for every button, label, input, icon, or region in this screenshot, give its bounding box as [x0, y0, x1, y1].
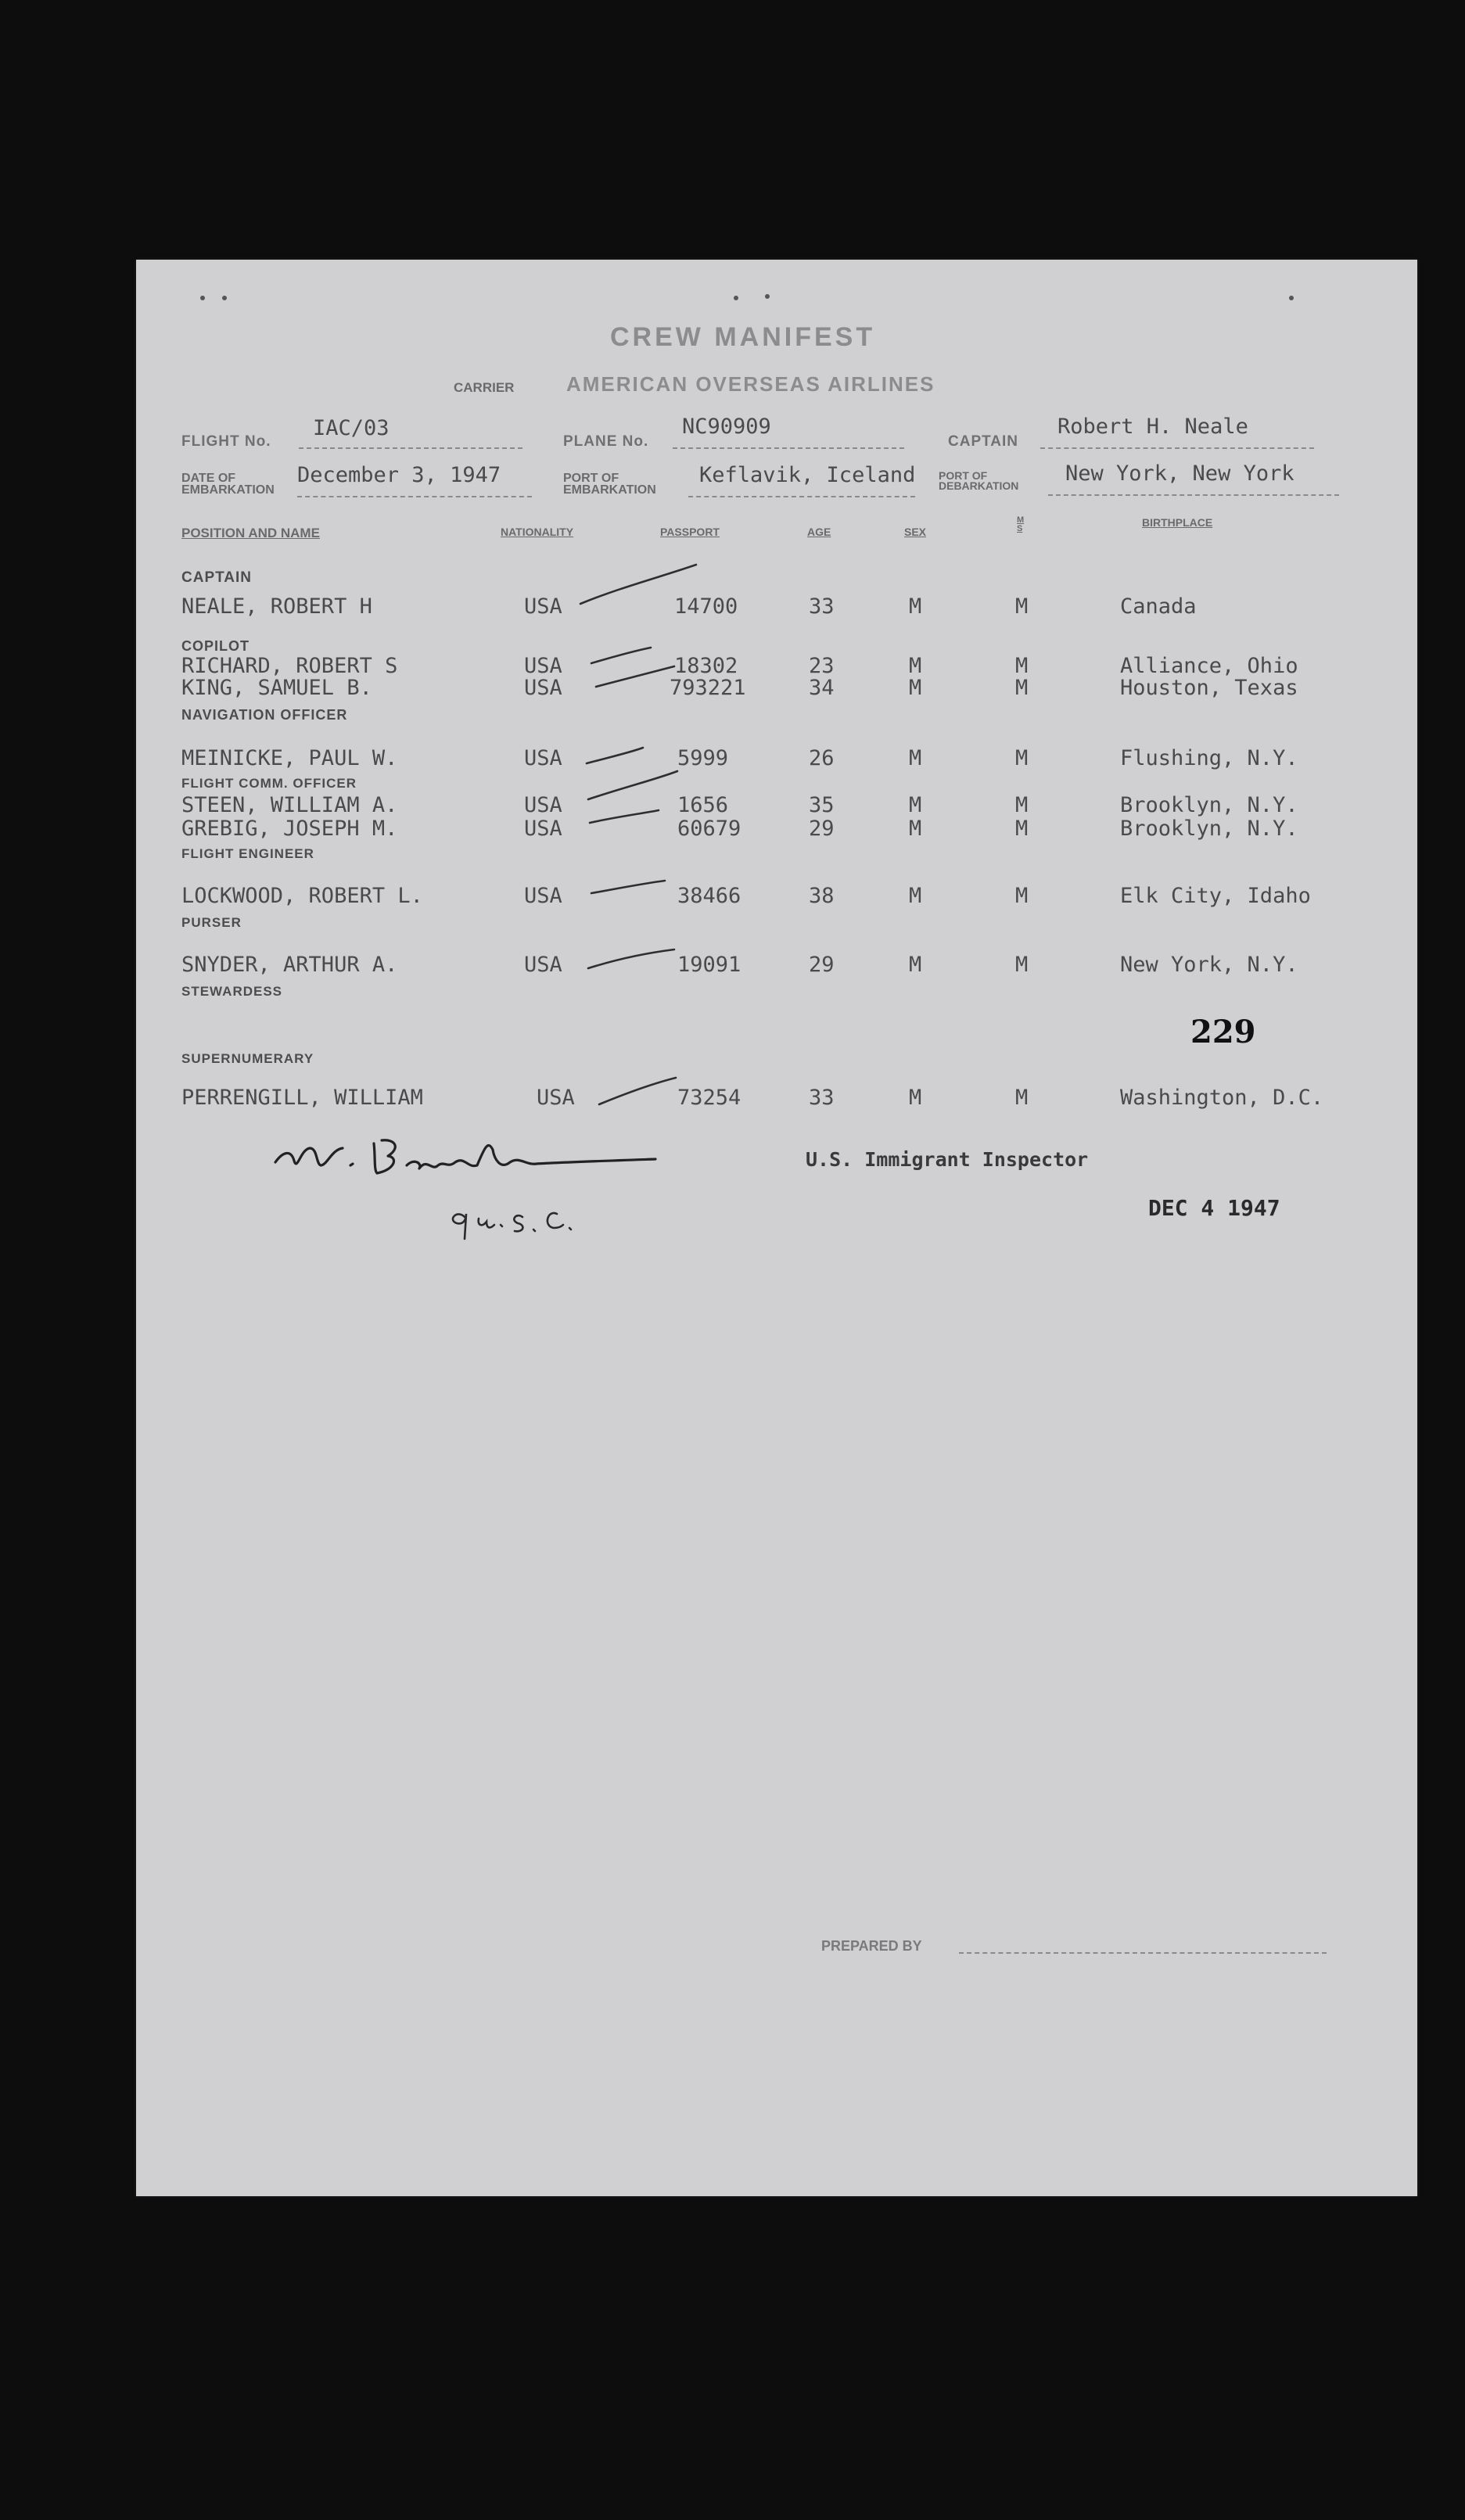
crew-name: STEEN, WILLIAM A. [181, 793, 398, 817]
crew-marital: M [1015, 884, 1029, 908]
crew-name: RICHARD, ROBERT S [181, 654, 398, 678]
crew-nationality: USA [524, 953, 562, 977]
crew-passport: 19091 [677, 953, 741, 977]
crew-passport: 5999 [677, 746, 729, 770]
crew-birthplace: Flushing, N.Y. [1120, 746, 1298, 770]
debark-port-line [1048, 461, 1339, 496]
embark-date-value: December 3, 1947 [297, 463, 501, 487]
crew-marital: M [1015, 1086, 1029, 1110]
plane-line [673, 415, 904, 449]
section-purser: PURSER [181, 915, 242, 930]
crew-age: 29 [809, 953, 835, 977]
speck [222, 296, 227, 300]
crew-name: MEINICKE, PAUL W. [181, 746, 398, 770]
crew-marital: M [1015, 793, 1029, 817]
crew-sex: M [909, 817, 922, 841]
crew-marital: M [1015, 594, 1029, 619]
crew-passport: 1656 [677, 793, 729, 817]
crew-nationality: USA [537, 1086, 575, 1110]
crew-name: KING, SAMUEL B. [181, 676, 372, 700]
section-comm: FLIGHT COMM. OFFICER [181, 776, 357, 791]
col-position-name: POSITION AND NAME [181, 526, 320, 540]
crew-name: GREBIG, JOSEPH M. [181, 817, 398, 841]
crew-passport: 38466 [677, 884, 741, 908]
page-number: 229 [1190, 1014, 1256, 1050]
crew-passport: 73254 [677, 1086, 741, 1110]
speck [1289, 296, 1294, 300]
prepared-by-label: PREPARED BY [821, 1938, 922, 1954]
manifest-page [136, 260, 1417, 2196]
crew-nationality: USA [524, 817, 562, 841]
debark-port-value: New York, New York [1065, 461, 1294, 486]
crew-marital: M [1015, 953, 1029, 977]
captain-label: CAPTAIN [948, 433, 1019, 450]
carrier-label: CARRIER [454, 380, 515, 395]
crew-age: 29 [809, 817, 835, 841]
col-marital: M S [1017, 515, 1025, 533]
flight-label: FLIGHT No. [181, 433, 271, 450]
crew-marital: M [1015, 746, 1029, 770]
date-stamp: DEC 4 1947 [1148, 1195, 1280, 1221]
crew-age: 33 [809, 1086, 835, 1110]
crew-marital: M [1015, 676, 1029, 700]
speck [734, 296, 738, 300]
crew-sex: M [909, 654, 922, 678]
crew-birthplace: New York, N.Y. [1120, 953, 1298, 977]
crew-sex: M [909, 953, 922, 977]
crew-age: 23 [809, 654, 835, 678]
crew-birthplace: Elk City, Idaho [1120, 884, 1311, 908]
crew-nationality: USA [524, 594, 562, 619]
speck [765, 294, 770, 299]
flight-line [299, 416, 522, 449]
crew-passport: 793221 [670, 676, 746, 700]
col-passport: PASSPORT [660, 526, 720, 538]
crew-age: 34 [809, 676, 835, 700]
crew-sex: M [909, 676, 922, 700]
crew-name: PERRENGILL, WILLIAM [181, 1086, 423, 1110]
crew-marital: M [1015, 817, 1029, 841]
crew-nationality: USA [524, 793, 562, 817]
crew-sex: M [909, 746, 922, 770]
crew-birthplace: Brooklyn, N.Y. [1120, 793, 1298, 817]
manifest-title: CREW MANIFEST [610, 322, 876, 352]
section-navigation: NAVIGATION OFFICER [181, 707, 348, 723]
crew-passport: 14700 [674, 594, 738, 619]
embark-date-label: DATE OF EMBARKATION [181, 472, 275, 497]
embark-date-line [297, 463, 532, 497]
crew-birthplace: Brooklyn, N.Y. [1120, 817, 1298, 841]
embark-port-label: PORT OF EMBARKATION [563, 472, 656, 497]
crew-age: 33 [809, 594, 835, 619]
captain-line [1040, 415, 1314, 449]
col-age: AGE [807, 526, 831, 538]
crew-nationality: USA [524, 884, 562, 908]
captain-value: Robert H. Neale [1057, 415, 1248, 439]
crew-passport: 18302 [674, 654, 738, 678]
crew-age: 35 [809, 793, 835, 817]
crew-passport: 60679 [677, 817, 741, 841]
col-sex: SEX [904, 526, 927, 538]
crew-birthplace: Washington, D.C. [1120, 1086, 1324, 1110]
plane-label: PLANE No. [563, 433, 649, 450]
carrier-value: AMERICAN OVERSEAS AIRLINES [566, 372, 935, 396]
speck [200, 296, 205, 300]
col-nationality: NATIONALITY [501, 526, 574, 538]
crew-nationality: USA [524, 654, 562, 678]
flight-value: IAC/03 [313, 416, 390, 440]
section-copilot: COPILOT [181, 638, 250, 654]
embark-port-line [688, 463, 915, 497]
crew-age: 26 [809, 746, 835, 770]
section-stewardess: STEWARDESS [181, 984, 283, 999]
crew-birthplace: Houston, Texas [1120, 676, 1298, 700]
crew-marital: M [1015, 654, 1029, 678]
crew-sex: M [909, 793, 922, 817]
section-supernumerary: SUPERNUMERARY [181, 1051, 314, 1066]
prepared-by-line [959, 1952, 1327, 1954]
crew-name: NEALE, ROBERT H [181, 594, 372, 619]
crew-nationality: USA [524, 676, 562, 700]
crew-age: 38 [809, 884, 835, 908]
inspector-label: U.S. Immigrant Inspector [806, 1148, 1089, 1171]
crew-birthplace: Alliance, Ohio [1120, 654, 1298, 678]
crew-nationality: USA [524, 746, 562, 770]
section-captain: CAPTAIN [181, 569, 253, 586]
crew-name: SNYDER, ARTHUR A. [181, 953, 398, 977]
embark-port-value: Keflavik, Iceland [699, 463, 916, 487]
crew-name: LOCKWOOD, ROBERT L. [181, 884, 423, 908]
col-birthplace: BIRTHPLACE [1142, 516, 1213, 529]
section-engineer: FLIGHT ENGINEER [181, 846, 314, 861]
crew-sex: M [909, 884, 922, 908]
plane-value: NC90909 [682, 415, 771, 439]
crew-birthplace: Canada [1120, 594, 1197, 619]
crew-sex: M [909, 1086, 922, 1110]
crew-sex: M [909, 594, 922, 619]
debark-port-label: PORT OF DEBARKATION [939, 469, 1019, 492]
